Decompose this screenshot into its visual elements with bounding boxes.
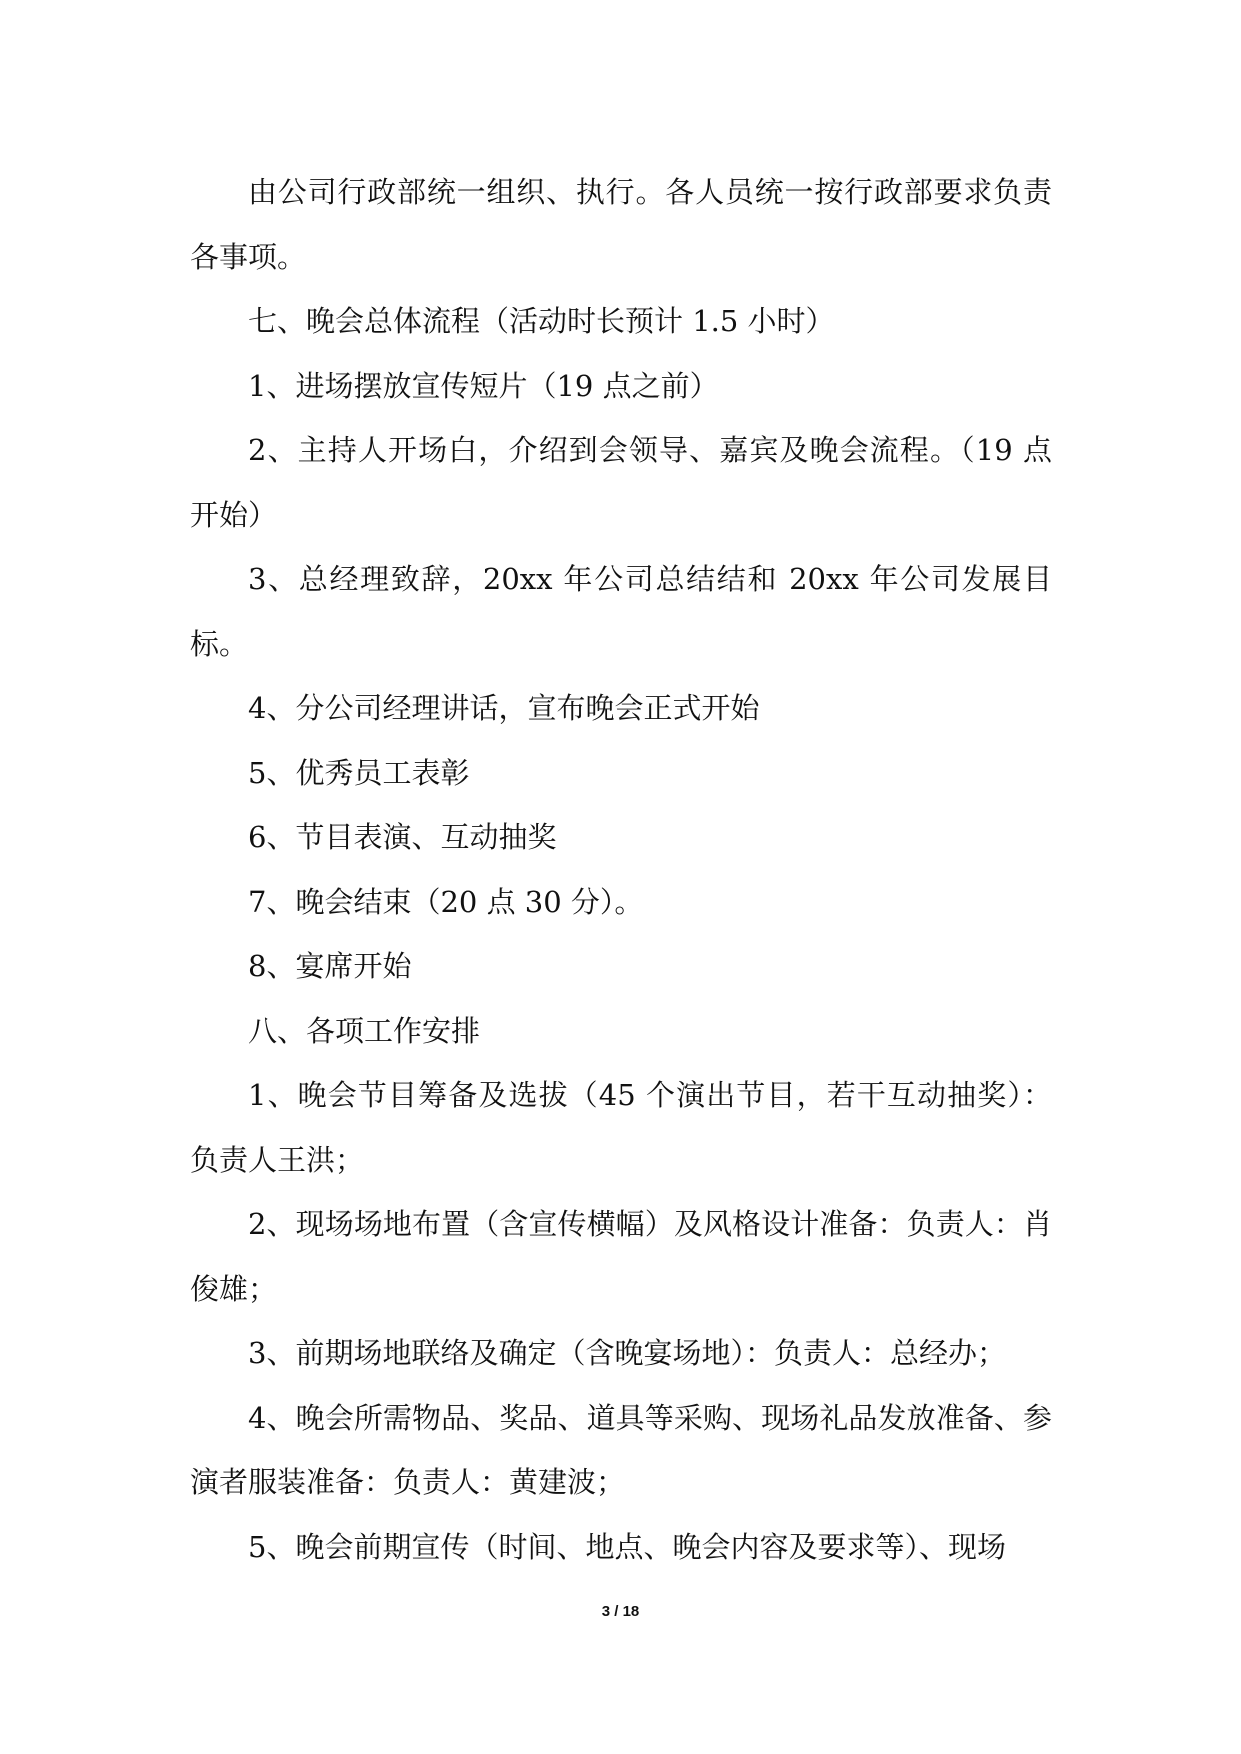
document-body — [190, 160, 1052, 1579]
list-item: 4、分公司经理讲话，宣布晚会正式开始 — [248, 691, 760, 725]
list-item: 7、晚会结束（20 点 30 分）。 — [248, 884, 644, 919]
list-item: 2、主持人开场白，介绍到会领导、嘉宾及晚会流程。（19 点开始） — [190, 433, 1052, 532]
list-item: 8、宴席开始 — [248, 949, 412, 983]
section-heading-8: 八、各项工作安排 — [248, 1013, 481, 1048]
section-heading-7: 七、晚会总体流程（活动时长预计 1.5 小时） — [248, 304, 835, 338]
list-item: 5、晚会前期宣传（时间、地点、晚会内容及要求等）、现场 — [248, 1529, 1006, 1564]
page-number: 3 / 18 — [601, 1603, 640, 1620]
list-item: 3、总经理致辞，20xx 年公司总结结和 20xx 年公司发展目标。 — [190, 562, 1052, 661]
list-item: 2、现场场地布置（含宣传横幅）及风格设计准备：负责人：肖俊雄； — [190, 1207, 1052, 1306]
list-item: 5、优秀员工表彰 — [248, 755, 470, 790]
paragraph-continuation: 由公司行政部统一组织、执行。各人员统一按行政部要求负责各事项。 — [190, 175, 1052, 274]
list-item: 4、晚会所需物品、奖品、道具等采购、现场礼品发放准备、参演者服装准备：负责人：黄建波； — [190, 1400, 1052, 1499]
list-item: 6、节目表演、互动抽奖 — [248, 820, 557, 854]
list-item: 1、进场摆放宣传短片（19 点之前） — [248, 368, 719, 403]
list-item: 3、前期场地联络及确定（含晚宴场地）：负责人：总经办； — [248, 1336, 1006, 1370]
list-item: 1、晚会节目筹备及选拔（45 个演出节目，若干互动抽奖）：负责人王洪； — [190, 1078, 1052, 1177]
